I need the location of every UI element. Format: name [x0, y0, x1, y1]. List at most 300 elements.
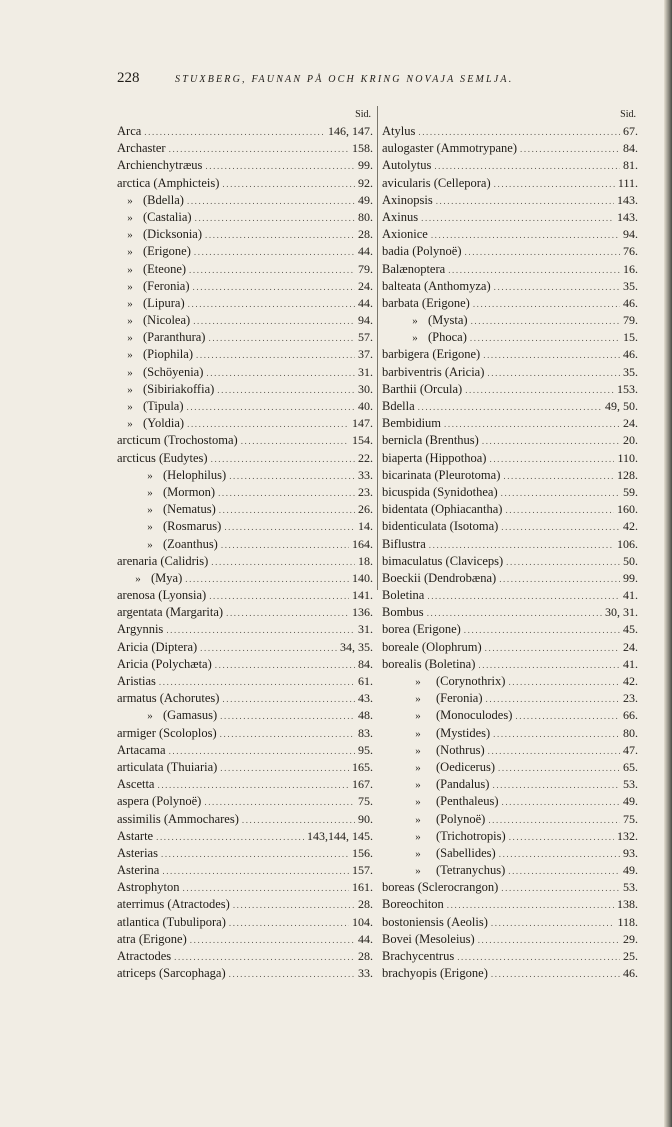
dot-leader — [196, 347, 355, 363]
index-entry — [382, 467, 638, 484]
index-term: boreas (Sclerocrangon) — [382, 880, 499, 895]
page-reference: 143. — [617, 209, 638, 224]
ditto-mark: » — [127, 401, 133, 413]
dot-leader — [434, 158, 620, 174]
index-term: aspera (Polynoë) — [117, 794, 202, 809]
index-entry — [382, 329, 638, 346]
dot-leader — [488, 812, 620, 828]
dot-leader — [486, 691, 620, 707]
dot-leader — [217, 382, 355, 398]
index-term: Axinopsis — [382, 192, 433, 207]
dot-leader — [156, 829, 304, 845]
dot-leader — [464, 622, 620, 638]
index-entry — [382, 639, 638, 656]
dot-leader — [174, 949, 355, 965]
index-term: Arca — [117, 124, 142, 138]
dot-leader — [482, 433, 620, 449]
page-reference: 35. — [623, 278, 638, 293]
dot-leader — [520, 141, 620, 157]
page-reference: 42. — [623, 674, 638, 688]
index-entry — [382, 965, 638, 982]
index-entry — [117, 914, 373, 931]
page-reference: 53. — [623, 777, 638, 792]
dot-leader — [229, 468, 355, 484]
index-term: (Piophila) — [143, 347, 193, 362]
index-term: Ascetta — [117, 777, 155, 792]
dot-leader — [211, 554, 355, 570]
index-entry — [382, 398, 638, 415]
index-term: arcticus (Eudytes) — [117, 450, 208, 465]
page-reference: 35. — [623, 364, 638, 379]
index-term: boreale (Olophrum) — [382, 639, 482, 654]
index-term: barbiventris (Aricia) — [382, 364, 485, 379]
page-reference: 28. — [358, 227, 373, 242]
index-entry — [382, 725, 638, 742]
index-entry — [117, 759, 373, 776]
page-reference: 45. — [623, 622, 638, 637]
index-term: assimilis (Ammochares) — [117, 811, 239, 826]
page-reference: 99. — [358, 158, 373, 173]
index-term: barbata (Erigone) — [382, 295, 470, 310]
page-header — [117, 70, 637, 92]
dot-leader — [169, 141, 349, 157]
page-reference: 83. — [358, 725, 373, 740]
index-entry — [382, 742, 638, 759]
dot-leader — [242, 812, 355, 828]
dot-leader — [224, 519, 355, 535]
page-reference: 99. — [623, 570, 638, 585]
dot-leader — [421, 210, 614, 226]
index-entry — [382, 914, 638, 931]
dot-leader — [491, 966, 620, 982]
index-term: aulogaster (Ammotrypane) — [382, 141, 518, 156]
dot-leader — [465, 382, 614, 398]
ditto-mark: » — [412, 332, 418, 345]
dot-leader — [447, 897, 614, 913]
dot-leader — [508, 674, 620, 690]
index-entry — [117, 432, 373, 449]
index-entry — [117, 364, 373, 381]
dot-leader — [506, 554, 620, 570]
index-term: (Sabellides) — [436, 845, 496, 860]
index-entry — [382, 501, 638, 518]
page-reference: 153. — [617, 381, 638, 396]
dot-leader — [498, 760, 620, 776]
dot-leader — [190, 932, 355, 948]
dot-leader — [187, 416, 349, 432]
index-term: barbigera (Erigone) — [382, 347, 481, 362]
index-entry — [117, 123, 373, 140]
ditto-mark: » — [415, 847, 421, 860]
dot-leader — [222, 176, 355, 192]
index-entry — [382, 192, 638, 209]
page-reference: 20. — [623, 433, 638, 448]
index-term: bimaculatus (Claviceps) — [382, 553, 504, 568]
index-entry — [382, 278, 638, 295]
dot-leader — [471, 313, 620, 329]
dot-leader — [159, 674, 355, 690]
dot-leader — [429, 537, 614, 553]
index-term: biaperta (Hippothoa) — [382, 450, 487, 465]
index-term: Brachycentrus — [382, 949, 455, 963]
ditto-mark: » — [127, 383, 133, 396]
index-entry — [382, 312, 638, 329]
index-term: Artacama — [117, 742, 166, 757]
dot-leader — [206, 365, 355, 381]
dot-leader — [483, 347, 620, 363]
index-entry — [382, 931, 638, 948]
index-entry — [117, 828, 373, 845]
dot-leader — [221, 537, 349, 553]
index-entry — [382, 587, 638, 604]
index-entry — [117, 965, 373, 982]
page-reference: 75. — [623, 811, 638, 826]
dot-leader — [204, 794, 355, 810]
index-term: (Pandalus) — [436, 777, 490, 792]
dot-leader — [218, 485, 355, 501]
dot-leader — [222, 691, 355, 707]
dot-leader — [487, 365, 620, 381]
page-reference: 26. — [358, 502, 373, 517]
ditto-mark: » — [415, 727, 421, 740]
index-entry — [117, 157, 373, 174]
index-entry — [382, 673, 638, 690]
index-entry — [382, 432, 638, 449]
index-term: (Tetranychus) — [436, 863, 506, 878]
page-reference: 80. — [358, 209, 373, 224]
index-entry — [382, 621, 638, 638]
dot-leader — [161, 846, 349, 862]
dot-leader — [215, 657, 355, 673]
index-entry — [117, 329, 373, 346]
index-term: bicuspida (Synidothea) — [382, 484, 498, 499]
index-term: (Bdella) — [143, 192, 184, 207]
index-entry — [382, 209, 638, 226]
ditto-mark: » — [415, 779, 421, 792]
ditto-mark: » — [415, 830, 421, 843]
index-entry — [382, 862, 638, 879]
page-reference: 30, 31. — [605, 605, 638, 620]
index-entry — [117, 381, 373, 398]
index-entry — [382, 226, 638, 243]
index-term: (Tipula) — [143, 399, 184, 413]
page-reference: 44. — [358, 295, 373, 310]
index-entry — [382, 759, 638, 776]
index-entry — [117, 570, 373, 587]
index-term: Boletina — [382, 588, 425, 603]
page-reference: 23. — [358, 484, 373, 499]
index-term: (Mysta) — [428, 313, 468, 328]
ditto-mark: » — [127, 229, 133, 242]
index-term: bicarinata (Pleurotoma) — [382, 467, 501, 482]
dot-leader — [503, 468, 614, 484]
dot-leader — [194, 244, 355, 260]
index-entry — [382, 879, 638, 896]
dot-leader — [185, 571, 349, 587]
dot-leader — [431, 227, 620, 243]
ditto-mark: » — [127, 211, 133, 224]
index-term: Axinus — [382, 209, 419, 224]
dot-leader — [189, 262, 355, 278]
ditto-mark: » — [415, 676, 421, 688]
page-reference: 59. — [623, 484, 638, 499]
dot-leader — [515, 708, 620, 724]
index-term: borea (Erigone) — [382, 622, 461, 637]
index-term: Boeckii (Dendrobæna) — [382, 570, 497, 585]
dot-leader — [200, 640, 337, 656]
page-reference: 79. — [358, 261, 373, 276]
index-term: (Corynothrix) — [436, 674, 506, 688]
index-term: bernicla (Brenthus) — [382, 433, 479, 448]
ditto-mark: » — [127, 280, 133, 293]
index-entry — [382, 948, 638, 965]
index-term: (Nicolea) — [143, 313, 191, 328]
dot-leader — [493, 726, 620, 742]
page-reference: 14. — [358, 519, 373, 534]
index-term: arenosa (Lyonsia) — [117, 588, 207, 603]
page-reference: 141. — [352, 588, 373, 603]
index-entry — [117, 862, 373, 879]
index-term: Balænoptera — [382, 261, 446, 276]
dot-leader — [418, 124, 620, 140]
page-reference: 18. — [358, 553, 373, 568]
dot-leader — [499, 846, 620, 862]
page-edge — [664, 0, 672, 1127]
dot-leader — [144, 124, 325, 140]
index-entry — [117, 776, 373, 793]
page-reference: 37. — [358, 347, 373, 362]
page-reference: 30. — [358, 381, 373, 396]
ditto-mark: » — [127, 418, 133, 431]
page-reference: 143,144, 145. — [307, 828, 373, 843]
index-entry — [117, 793, 373, 810]
page-reference: 157. — [352, 863, 373, 878]
index-entry — [117, 639, 373, 656]
index-term: (Lipura) — [143, 295, 185, 310]
index-entry — [117, 467, 373, 484]
index-entry — [117, 192, 373, 209]
page-reference: 92. — [358, 175, 373, 190]
index-term: (Oedicerus) — [436, 759, 495, 774]
page-reference: 53. — [623, 880, 638, 895]
index-term: (Trichotropis) — [436, 828, 506, 843]
index-term: Atractodes — [117, 949, 172, 963]
dot-leader — [205, 227, 355, 243]
dot-leader — [491, 915, 615, 931]
index-entry — [382, 811, 638, 828]
page-reference: 48. — [358, 708, 373, 723]
index-term: (Dicksonia) — [143, 227, 203, 242]
page-reference: 167. — [352, 777, 373, 792]
index-term: (Phoca) — [428, 330, 467, 345]
page-reference: 57. — [358, 330, 373, 345]
index-entry — [117, 536, 373, 553]
index-entry — [382, 518, 638, 535]
page-reference: 160. — [617, 502, 638, 517]
index-entry — [117, 243, 373, 260]
index-entry — [117, 948, 373, 965]
ditto-mark: » — [127, 349, 133, 362]
index-term: (Nothrus) — [436, 742, 485, 757]
index-entry — [382, 656, 638, 673]
index-term: bidenticulata (Isotoma) — [382, 519, 499, 534]
dot-leader — [162, 863, 349, 879]
index-entry — [382, 415, 638, 432]
index-entry — [382, 140, 638, 157]
page-reference: 47. — [623, 742, 638, 757]
index-term: (Mya) — [151, 570, 183, 585]
page-reference: 158. — [352, 141, 373, 156]
page-reference: 41. — [623, 656, 638, 671]
page-reference: 46. — [623, 295, 638, 310]
dot-leader — [220, 726, 355, 742]
dot-leader — [494, 176, 615, 192]
index-term: balteata (Anthomyza) — [382, 278, 491, 293]
dot-leader — [488, 743, 620, 759]
dot-leader — [501, 794, 620, 810]
index-term: Astarte — [117, 828, 154, 843]
page-reference: 44. — [358, 931, 373, 946]
index-entry — [382, 707, 638, 724]
page-reference: 106. — [617, 536, 638, 551]
page-reference: 29. — [623, 931, 638, 946]
index-entry — [117, 845, 373, 862]
index-entry — [382, 450, 638, 467]
index-term: articulata (Thuiaria) — [117, 759, 218, 774]
index-term: (Paranthura) — [143, 330, 206, 345]
index-term: Barthii (Orcula) — [382, 381, 463, 396]
page-reference: 46. — [623, 347, 638, 362]
index-term: avicularis (Cellepora) — [382, 175, 491, 190]
index-entry — [117, 707, 373, 724]
page-reference: 40. — [358, 399, 373, 413]
dot-leader — [470, 330, 620, 346]
dot-leader — [195, 210, 355, 226]
index-entry — [117, 811, 373, 828]
index-entry — [117, 553, 373, 570]
index-term: Asterias — [117, 845, 158, 860]
ditto-mark: » — [127, 315, 133, 328]
page-reference: 156. — [352, 845, 373, 860]
index-term: Bombus — [382, 605, 424, 620]
index-term: Archaster — [117, 141, 166, 156]
page-reference: 132. — [617, 828, 638, 843]
page-reference: 90. — [358, 811, 373, 826]
page-reference: 94. — [358, 313, 373, 328]
index-entry — [382, 123, 638, 140]
index-term: Boreochiton — [382, 897, 444, 912]
page-reference: 164. — [352, 536, 373, 551]
page-reference: 81. — [623, 158, 638, 173]
page-reference: 66. — [623, 708, 638, 723]
index-term: brachyopis (Erigone) — [382, 966, 488, 981]
index-entry — [117, 673, 373, 690]
page-reference: 49, 50. — [605, 399, 638, 413]
index-entry — [117, 261, 373, 278]
dot-leader — [436, 193, 614, 209]
page-reference: 165. — [352, 759, 373, 774]
index-entry — [117, 896, 373, 913]
dot-leader — [208, 330, 355, 346]
dot-leader — [465, 244, 621, 260]
page-reference: 46. — [623, 966, 638, 981]
index-term: (Helophilus) — [163, 467, 227, 482]
ditto-mark: » — [127, 246, 133, 259]
index-term: Autolytus — [382, 158, 432, 173]
dot-leader — [205, 158, 355, 174]
running-title: STUXBERG, FAUNAN PÅ OCH KRING NOVAJA SEMLJA. — [175, 74, 514, 85]
index-column-left — [117, 106, 373, 982]
index-term: (Polynoë) — [436, 811, 486, 826]
page-reference: 22. — [358, 450, 373, 465]
page-reference: 79. — [623, 313, 638, 328]
page-reference: 138. — [617, 897, 638, 912]
index-term: (Erigone) — [143, 244, 191, 259]
dot-leader — [501, 485, 620, 501]
dot-leader — [494, 279, 620, 295]
index-entry — [382, 261, 638, 278]
dot-leader — [166, 622, 355, 638]
dot-leader — [457, 949, 620, 965]
page-reference: 16. — [623, 261, 638, 276]
dot-leader — [509, 829, 614, 845]
index-entry — [117, 484, 373, 501]
column-divider — [377, 106, 378, 590]
index-term: Bembidium — [382, 416, 442, 431]
page-reference: 31. — [358, 622, 373, 637]
index-entry — [382, 346, 638, 363]
index-entry — [382, 776, 638, 793]
dot-leader — [448, 262, 620, 278]
ditto-mark: » — [415, 693, 421, 706]
index-term: argentata (Margarita) — [117, 605, 224, 620]
ditto-mark: » — [127, 297, 133, 310]
page-reference: 49. — [358, 192, 373, 207]
index-term: armatus (Achorutes) — [117, 691, 220, 706]
dot-leader — [226, 605, 349, 621]
dot-leader — [508, 863, 620, 879]
index-entry — [117, 931, 373, 948]
index-term: atra (Erigone) — [117, 931, 187, 946]
page-reference: 75. — [358, 794, 373, 809]
index-entry — [117, 398, 373, 415]
index-term: Bovei (Mesoleius) — [382, 931, 475, 946]
page-reference: 110. — [617, 450, 638, 465]
index-entry — [382, 381, 638, 398]
page-reference: 28. — [358, 897, 373, 912]
ditto-mark: » — [147, 538, 153, 551]
index-entry — [382, 845, 638, 862]
page-reference: 15. — [623, 330, 638, 345]
dot-leader — [492, 777, 620, 793]
index-term: Aricia (Diptera) — [117, 639, 198, 654]
index-term: (Nematus) — [163, 502, 216, 517]
page-number: 228 — [117, 70, 140, 86]
dot-leader — [220, 708, 355, 724]
index-entry — [117, 209, 373, 226]
page-reference: 34, 35. — [340, 639, 373, 654]
page-reference: 24. — [358, 278, 373, 293]
dot-leader — [187, 399, 355, 415]
dot-leader — [220, 760, 349, 776]
index-term: (Zoanthus) — [163, 536, 218, 551]
dot-leader — [485, 640, 620, 656]
index-term: Aristias — [117, 674, 156, 688]
index-term: (Castalia) — [143, 209, 192, 224]
index-entry — [382, 604, 638, 621]
index-entry — [382, 364, 638, 381]
dot-leader — [211, 451, 355, 467]
